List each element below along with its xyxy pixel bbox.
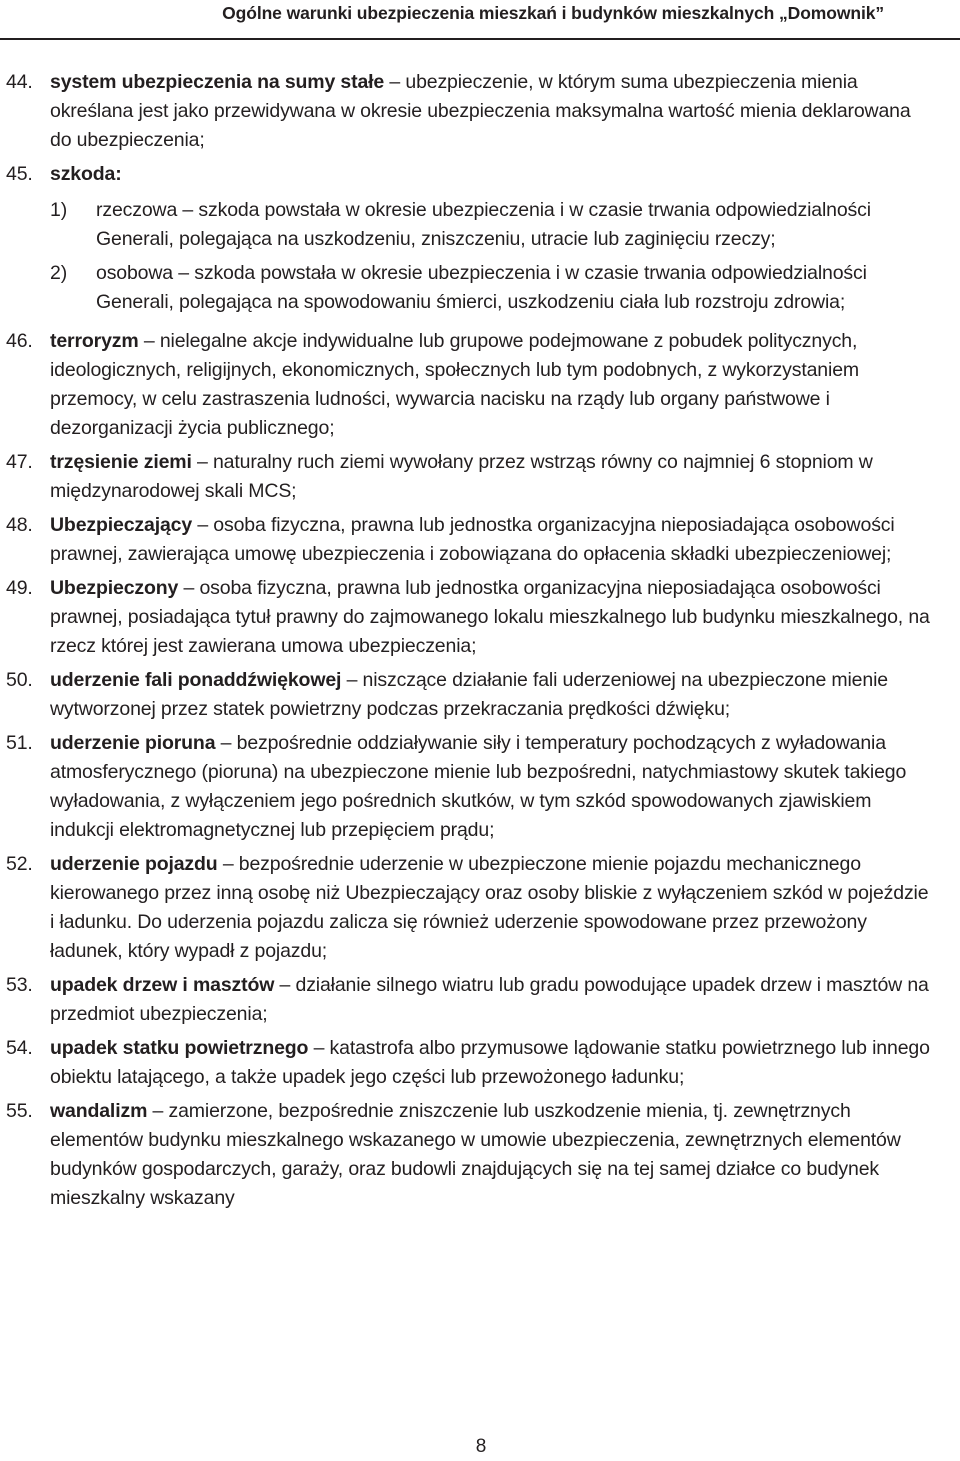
definition-term: Ubezpieczony [50,577,179,599]
item-number: 48. [6,514,33,536]
definition-term: system ubezpieczenia na sumy stałe [50,71,385,93]
definition-term: terroryzm [50,330,139,352]
definition-item [6,729,936,845]
definition-item [6,666,936,724]
definition-item [6,511,936,569]
sub-definitions [50,196,936,317]
item-number: 45. [6,163,33,185]
page-number: 8 [475,1436,487,1457]
definition-text: – zamierzone, bezpośrednie zniszczenie lub uszkodzenie mienia, tj. zewnętrznych elementów budynku mieszkalnego wskazanego w umowie ubezpieczenia, zewnętrznych elementów budynków gospodarczych, garaży, oraz budowli znajdujących się na tej samej działce co budynek mieszkalny wskazany [50,1100,901,1209]
definition-text: – katastrofa albo przymusowe lądowanie statku powietrznego lub innego obiektu latającego, a także upadek jego części lub przewożonego ładunku; [50,1037,930,1088]
definition-term: Ubezpieczający [50,514,193,536]
definition-term: upadek drzew i masztów [50,974,275,996]
definition-term: szkoda: [50,163,122,185]
item-number: 44. [6,71,33,93]
definition-text: – bezpośrednie oddziaływanie siły i temperatury pochodzących z wyładowania atmosferycznego (pioruna) na ubezpieczone mienie lub bezpośredni, natychmiastowy skutek takiego wyładowania, z wyłączeniem jego pośrednich skutków, w tym szkód spowodowanych zjawiskiem indukcji elektromagnetycznej lub przepięciem prądu; [50,732,907,841]
definition-text: – nielegalne akcje indywidualne lub grupowe podejmowane z pobudek politycznych, ideologicznych, religijnych, ekonomicznych, społecznych lub tym podobnych, z wykorzystaniem przemocy, w celu zastraszenia ludności, wywarcia nacisku na rządy lub organy państwowe i dezorganizacji życia publicznego; [50,330,859,439]
definition-item [6,850,936,966]
definition-item [6,574,936,661]
definition-term: uderzenie fali ponaddźwiękowej [50,669,342,691]
definition-term: uderzenie pojazdu [50,853,218,875]
item-number: 55. [6,1100,33,1122]
definition-text: – bezpośrednie uderzenie w ubezpieczone mienie pojazdu mechanicznego kierowanego przez inną osobę niż Ubezpieczający oraz osoby bliskie z wyłączeniem szkód w pojeździe i ładunku. Do uderzenia pojazdu zalicza się również uderzenie spowodowane przez przewożony ładunek, który wypadł z pojazdu; [50,853,929,962]
definition-text: – naturalny ruch ziemi wywołany przez wstrząs równy co najmniej 6 stopniom w międzynarodowej skali MCS; [50,451,873,502]
sub-item-number: 1) [50,199,68,221]
definition-item [6,1034,936,1092]
definition-item [6,68,936,155]
sub-definition-text: rzeczowa – szkoda powstała w okresie ubezpieczenia i w czasie trwania odpowiedzialności Generali, polegająca na uszkodzeniu, zniszczeniu, utracie lub zaginięciu rzeczy; [96,199,871,250]
definition-term: upadek statku powietrznego [50,1037,309,1059]
definition-item [6,1097,936,1213]
sub-definition-item [50,196,936,254]
sub-definition-item [50,259,936,317]
definition-term: wandalizm [50,1100,148,1122]
item-number: 53. [6,974,33,996]
document-title: Ogólne warunki ubezpieczenia mieszkań i budynków mieszkalnych „Domownik” [222,3,884,23]
definition-text: – osoba fizyczna, prawna lub jednostka organizacyjna nieposiadająca osobowości prawnej, zawierająca umowę ubezpieczenia i zobowiązana do opłacenia składki ubezpieczeniowej; [50,514,895,565]
definitions-list [6,68,936,1218]
definition-item [6,971,936,1029]
item-number: 49. [6,577,33,599]
item-number: 46. [6,330,33,352]
item-number: 51. [6,732,33,754]
page-header [0,0,960,40]
definition-text: – ubezpieczenie, w którym suma ubezpieczenia mienia określana jest jako przewidywana w okresie ubezpieczenia maksymalna wartość mienia deklarowana do ubezpieczenia; [50,71,911,151]
definition-text: – osoba fizyczna, prawna lub jednostka organizacyjna nieposiadająca osobowości prawnej, posiadająca tytuł prawny do zajmowanego lokalu mieszkalnego lub budynku mieszkalnego, na rzecz której jest zawierana umowa ubezpieczenia; [50,577,930,657]
definition-text: – działanie silnego wiatru lub gradu powodujące upadek drzew i masztów na przedmiot ubezpieczenia; [50,974,929,1025]
definition-item [6,160,936,322]
sub-definition-text: osobowa – szkoda powstała w okresie ubezpieczenia i w czasie trwania odpowiedzialności Generali, polegająca na spowodowaniu śmierci, uszkodzeniu ciała lub rozstroju zdrowia; [96,262,867,313]
item-number: 52. [6,853,33,875]
definition-item [6,448,936,506]
definition-item [6,327,936,443]
item-number: 47. [6,451,33,473]
item-number: 54. [6,1037,33,1059]
definition-term: uderzenie pioruna [50,732,216,754]
sub-item-number: 2) [50,262,68,284]
definition-term: trzęsienie ziemi [50,451,192,473]
definition-text: – niszczące działanie fali uderzeniowej na ubezpieczone mienie wytworzonej przez statek powietrzny podczas przekraczania prędkości dźwięku; [50,669,888,720]
item-number: 50. [6,669,33,691]
